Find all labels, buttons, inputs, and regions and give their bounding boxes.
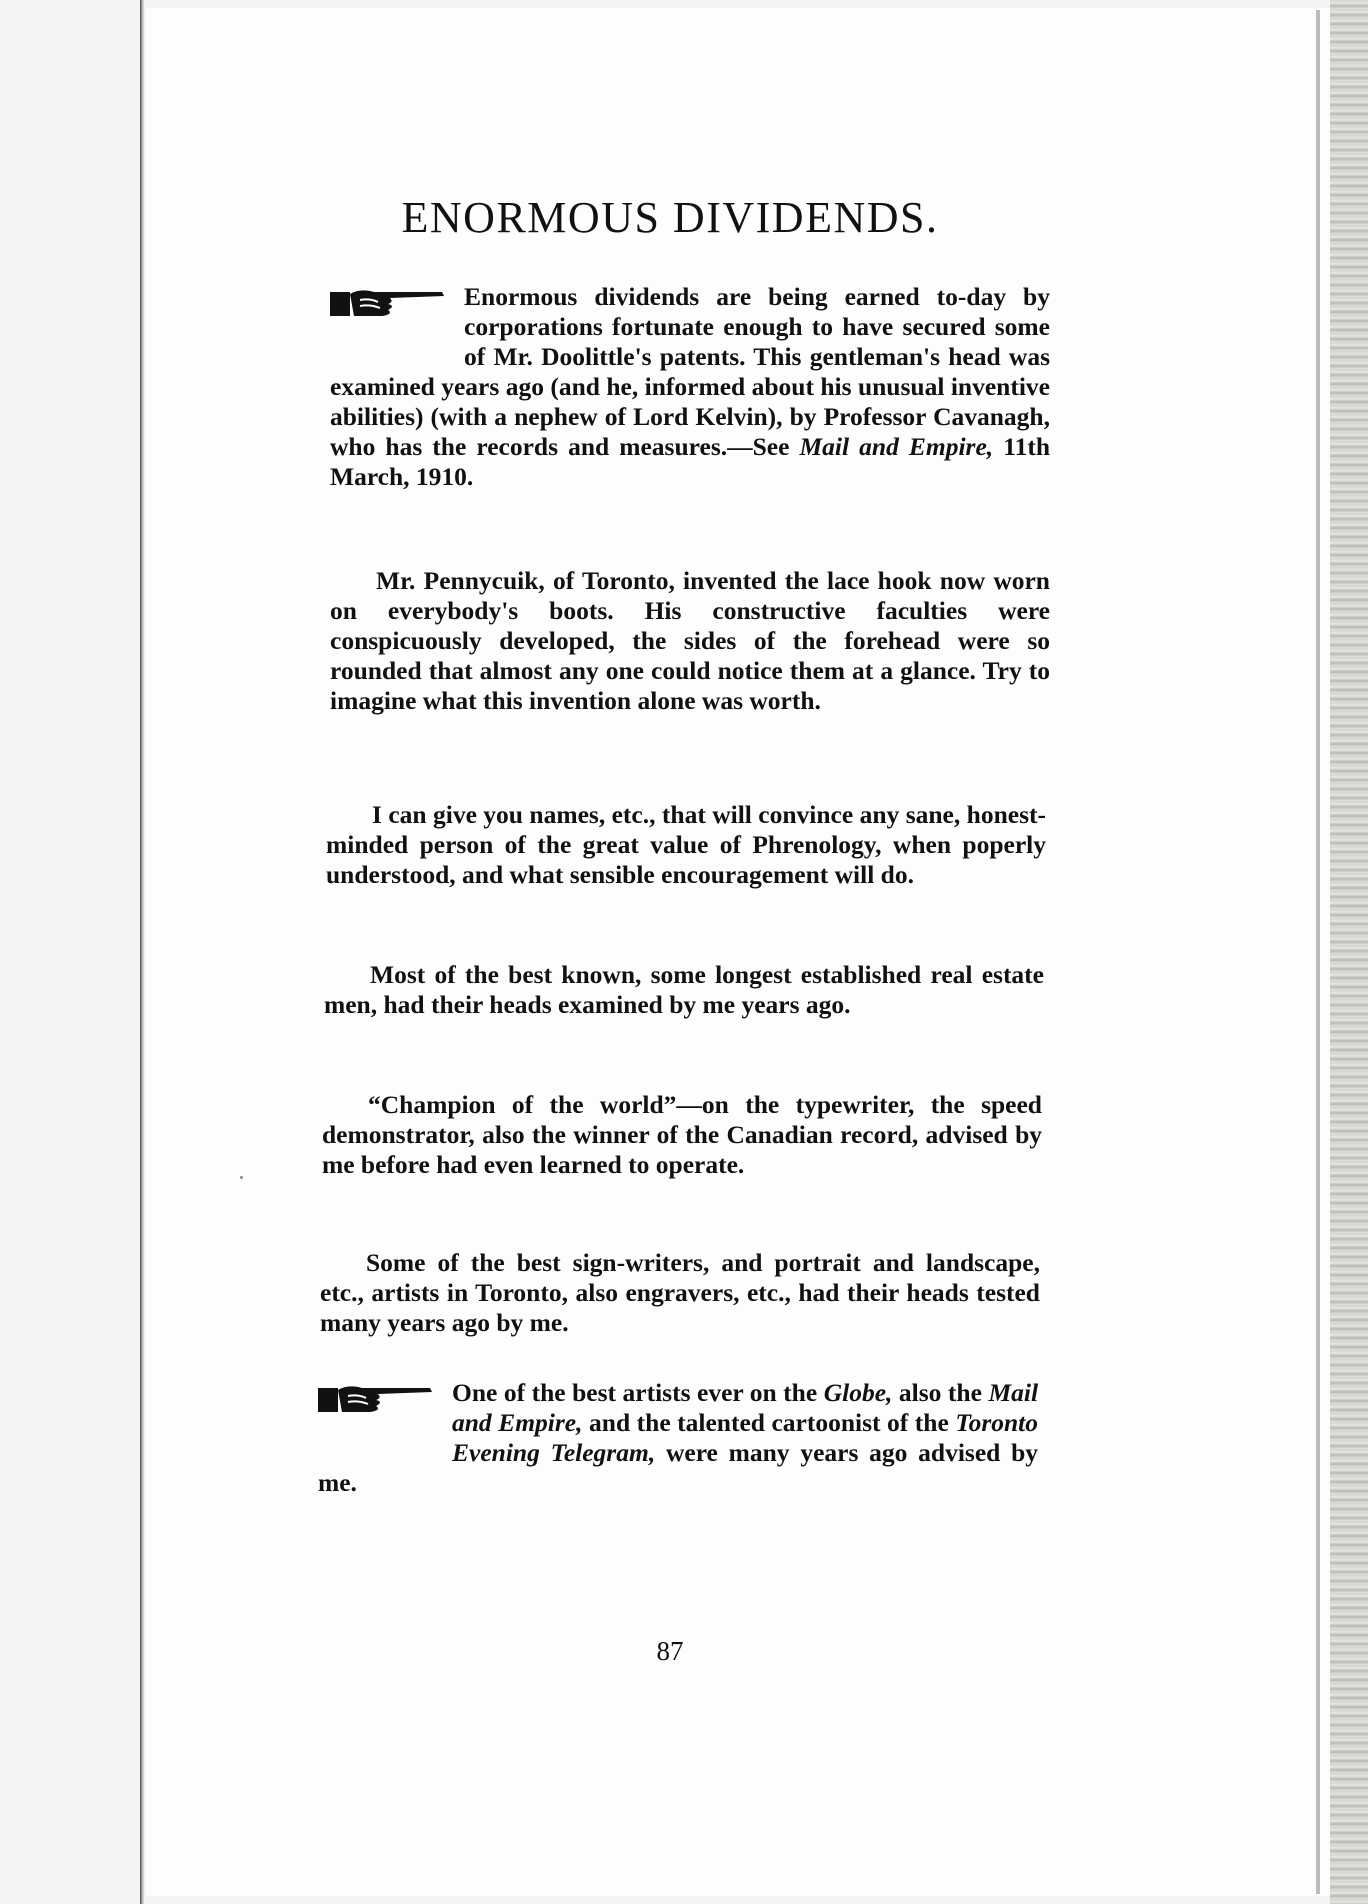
- page-number: 87: [656, 1636, 684, 1666]
- paragraph-7: One of the best artists ever on the Globe, also the Mail and Empire, and the talented cartoonist of the Toronto Evening Telegram, were many years ago advised by me.: [318, 1378, 1039, 1497]
- paragraph-3: I can give you names, etc., that will convince any sane, honest-minded person of the great value of Phrenology, when poperly understood, and what sensible encouragement will do.: [326, 800, 1046, 889]
- page-edge-shadow: [1316, 10, 1320, 1894]
- book-gutter: [140, 0, 144, 1904]
- pointing-hand-icon: [330, 286, 450, 346]
- paragraph-4: Most of the best known, some longest established real estate men, had their heads examined by me years ago.: [324, 960, 1044, 1019]
- pointing-hand-icon: [318, 1382, 438, 1442]
- paragraph-6: Some of the best sign-writers, and portrait and landscape, etc., artists in Toronto, also engravers, etc., had their heads tested many years ago by me.: [320, 1248, 1040, 1337]
- page-stack-edge: [1330, 0, 1368, 1904]
- paragraph-2: Mr. Pennycuik, of Toronto, invented the lace hook now worn on everybody's boots. His constructive faculties were conspicuously developed, the sides of the forehead were so rounded that almost any one could notice them at a glance. Try to imagine what this invention alone was worth.: [330, 566, 1050, 715]
- paragraph-5: “Champion of the world”—on the typewriter, the speed demonstrator, also the winner of the Canadian record, advised by me before had even learned to operate.: [322, 1090, 1042, 1179]
- paragraph-1: Enormous dividends are being earned to-day by corporations fortunate enough to have secured some of Mr. Doolittle's patents. This gentleman's head was examined years ago (and he, informed about his unusual inventive abilities) (with a nephew of Lord Kelvin), by Professor Cavanagh, who has the records and measures.—See Mail and Empire, 11th March, 1910.: [330, 282, 1051, 491]
- page-title: ENORMOUS DIVIDENDS.: [401, 193, 939, 242]
- page-speck: [240, 1176, 243, 1179]
